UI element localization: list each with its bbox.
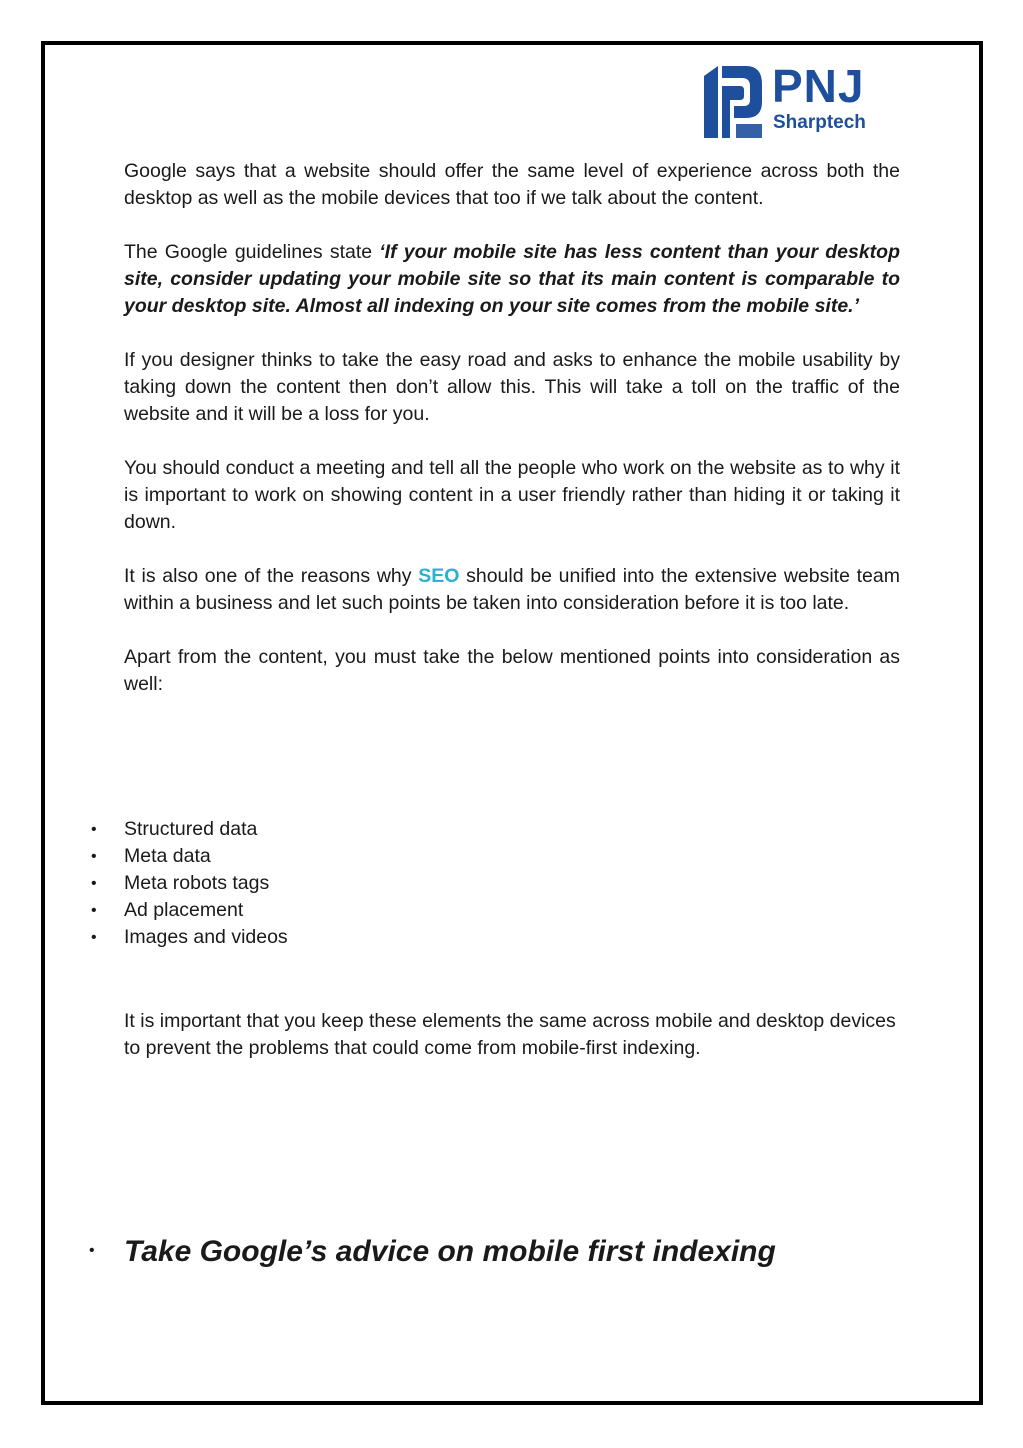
- guidelines-intro: The Google guidelines state: [124, 241, 380, 263]
- section-heading: Take Google’s advice on mobile first indexing: [124, 1235, 776, 1268]
- bullet-icon: •: [89, 1242, 95, 1259]
- bullet-icon: •: [91, 875, 97, 892]
- list-item-label: Ad placement: [124, 899, 244, 921]
- pnj-logo-icon: [700, 62, 766, 140]
- logo-subtitle: Sharptech: [773, 112, 866, 133]
- list-item: [0, 816, 1023, 843]
- list-item: [0, 897, 1023, 924]
- seo-after: should be unified into the extensive website team within a business and let such points be taken into consideration before it is too late.: [124, 565, 900, 614]
- seo-before: It is also one of the reasons why: [124, 565, 419, 587]
- list-item-label: Meta robots tags: [124, 872, 270, 894]
- list-item: [0, 924, 1023, 951]
- paragraph-designer: If you designer thinks to take the easy road and asks to enhance the mobile usability by taking down the content then don’t allow this. This will take a toll on the traffic of the website and it will be a loss for you.: [124, 349, 900, 425]
- bullet-icon: •: [91, 929, 97, 946]
- seo-link[interactable]: SEO: [418, 565, 460, 587]
- paragraph-closing: It is important that you keep these elements the same across mobile and desktop devices to prevent the problems that could come from mobile-first indexing.: [124, 1010, 896, 1059]
- guidelines-quote: ‘If your mobile site has less content than your desktop site, consider updating your mobile site so that its main content is comparable to your desktop site. Almost all indexing on your site comes from the mobile site.’: [124, 241, 900, 317]
- section-heading-row: [0, 1230, 1023, 1274]
- bullet-icon: •: [91, 821, 97, 838]
- list-item: [0, 843, 1023, 870]
- paragraph-experience: Google says that a website should offer the same level of experience across both the desktop as well as the mobile devices that too if we talk about the content.: [124, 160, 900, 209]
- document-body: [124, 158, 900, 725]
- bullet-icon: •: [91, 902, 97, 919]
- paragraph-guidelines: [124, 239, 900, 320]
- paragraph-meeting: You should conduct a meeting and tell all the people who work on the website as to why it is important to work on showing content in a user friendly rather than hiding it or taking it down.: [124, 457, 900, 533]
- logo-title: PNJ: [772, 60, 865, 112]
- paragraph-points-intro: Apart from the content, you must take the below mentioned points into consideration as well:: [124, 646, 900, 695]
- company-logo: [700, 60, 890, 140]
- paragraph-seo: [124, 563, 900, 617]
- list-item-label: Structured data: [124, 818, 258, 840]
- bullet-icon: •: [91, 848, 97, 865]
- points-list: [0, 816, 1023, 951]
- list-item: [0, 870, 1023, 897]
- list-item-label: Images and videos: [124, 926, 288, 948]
- list-item-label: Meta data: [124, 845, 211, 867]
